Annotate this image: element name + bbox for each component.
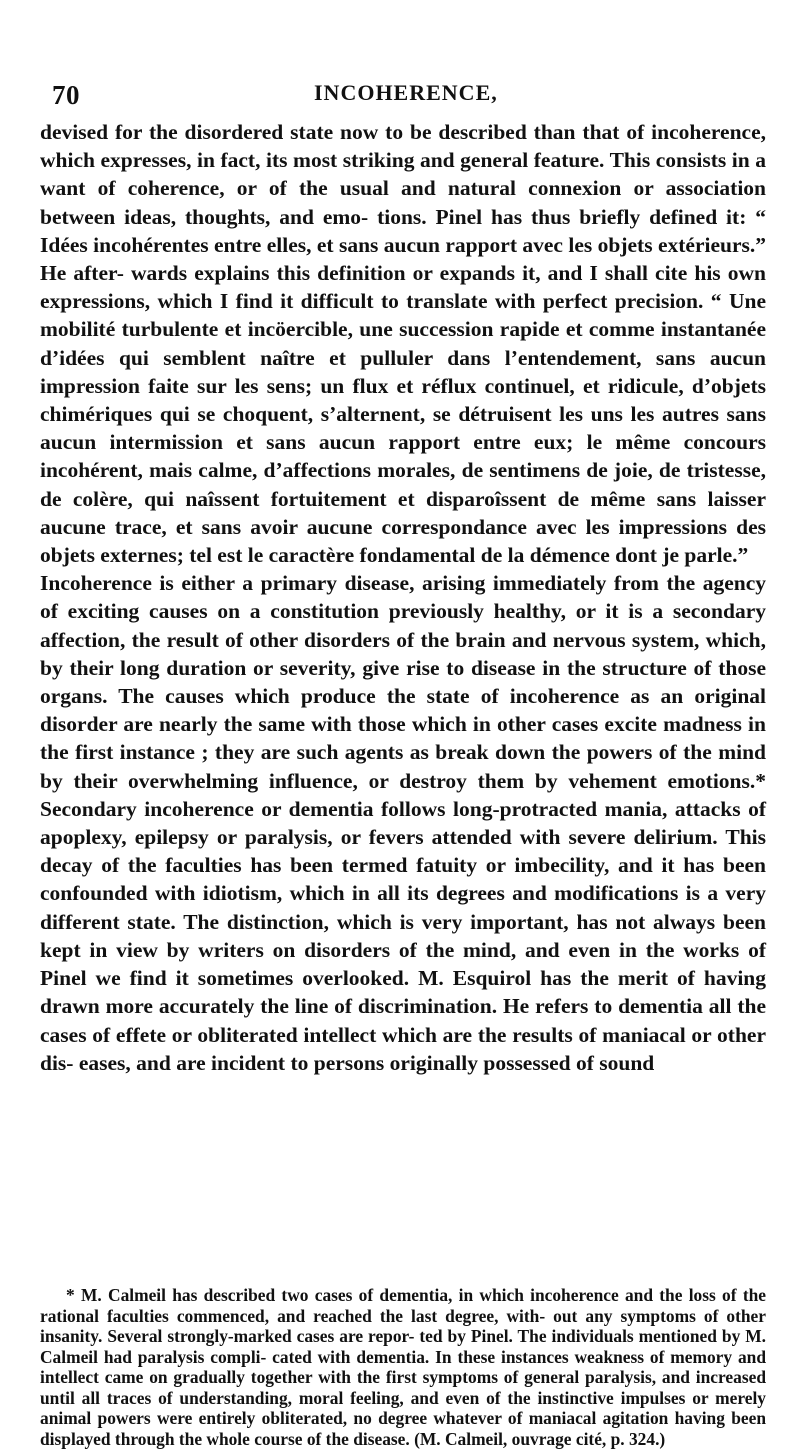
paragraph-incoherence: Incoherence is either a primary disease, arising immediately from the agency of exciting causes on a constitution previously healthy, or it is a secondary affection, the result of other disorders of the brain and nervous system, which, by their long duration or severity, give rise to disease in the structure of those organs. The causes which produce the state of incoherence as an original disorder are nearly the same with those which in other cases excite madness in the first instance ; they are such agents as break down the powers of the mind by their overwhelming influence, or destroy them by vehement emotions.* Secondary incoherence or dementia follows long-protracted mania, attacks of apoplexy, epilepsy or paralysis, or fevers attended with severe delirium. This decay of the faculties has been termed fatuity or imbecility, and it has been confounded with idiotism, which in all its degrees and modifications is a very different state. The distinction, which is very important, has not always been kept in view by writers on disorders of the mind, and even in the works of Pinel we find it sometimes overlooked. M. Esquirol has the merit of having drawn more accurately the line of discrimination. He refers to dementia all the cases of effete or obliterated intellect which are the results of maniacal or other dis- eases, and are incident to persons originally possessed of sound (40, 571, 766, 1075)
page-number: 70 (52, 80, 80, 110)
running-head (40, 80, 766, 110)
main-text (40, 118, 766, 1077)
paragraph-continued: devised for the disordered state now to be described than that of incoherence, which expresses, in fact, its most striking and general feature. This consists in a want of coherence, or of the usual and natural connexion or association between ideas, thoughts, and emo- tions. Pinel has thus briefly defined it: “ Idées incohérentes entre elles, et sans aucun rapport avec les objets extérieurs.” He after- wards explains this definition or expands it, and I shall cite his own expressions, which I find it difficult to translate with perfect precision. “ Une mobilité turbulente et incöercible, une succession rapide et comme instantanée d’idées qui semblent naître et pulluler dans l’entendement, sans aucun impression faite sur les sens; un flux et réflux continuel, et ridicule, d’objets chimériques qui se choquent, s’alternent, se détruisent les uns les autres sans aucun intermission et sans aucun rapport entre eux; le même concours incohérent, mais calme, d’affections morales, de sentimens de joie, de tristesse, de colère, qui naîssent fortuitement et disparoîssent de même sans laisser aucune trace, et sans avoir aucune correspondance avec les impressions des objets externes; tel est le caractère fondamental de la démence dont je parle.” (40, 120, 766, 568)
running-title: INCOHERENCE, (314, 80, 498, 105)
footnote-text: * M. Calmeil has described two cases of dementia, in which incoherence and the loss of the rational faculties commenced, and reached the last degree, with- out any symptoms of other insanity. Several strongly-marked cases are repor- ted by Pinel. The individuals mentioned by M. Calmeil had paralysis compli- cated with dementia. In these instances weakness of memory and intellect came on gradually together with the first symptoms of general paralysis, and increased until all traces of understanding, moral feeling, and even of the instinctive impulses or merely animal powers were entirely obliterated, no degree whatever of maniacal agitation having been displayed through the whole course of the disease. (M. Calmeil, ouvrage cité, p. 324.) (40, 1285, 766, 1449)
footnote (40, 1285, 766, 1449)
